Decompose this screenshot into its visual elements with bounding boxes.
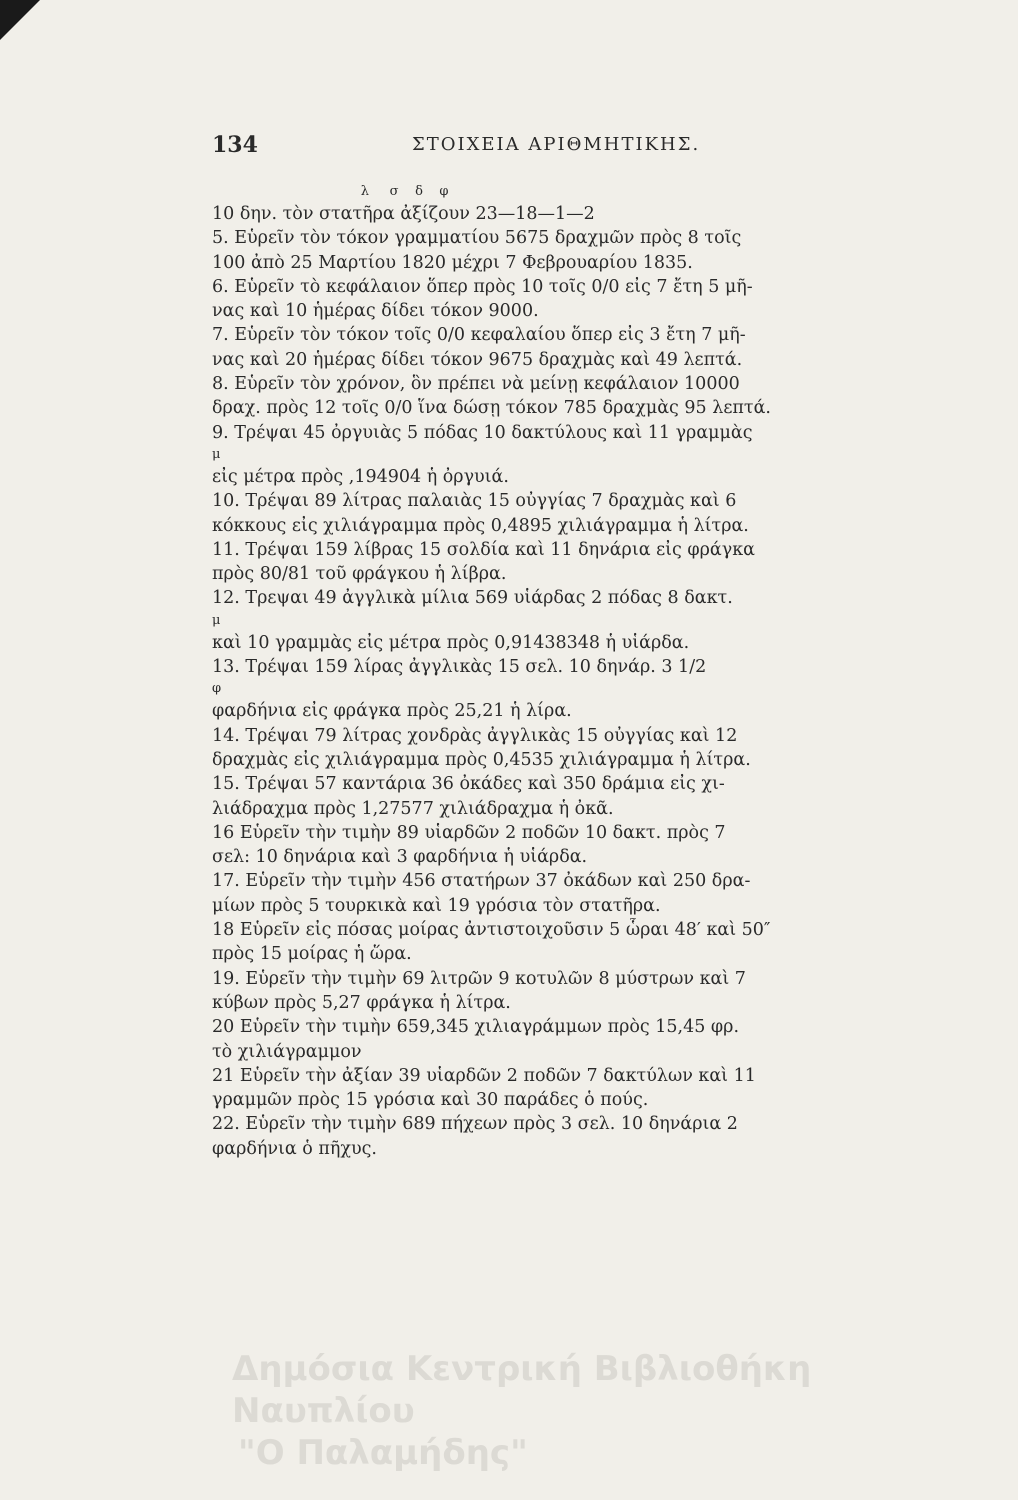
- text-line: 14. Τρέψαι 79 λίτρας χονδρὰς ἀγγλικὰς 15 οὐγγίας καὶ 12: [212, 725, 738, 746]
- text-line: 11. Τρέψαι 159 λίβρας 15 σολδία καὶ 11 δηνάρια εἰς φράγκα: [212, 539, 755, 560]
- text-line: 17. Εὑρεῖν τὴν τιμὴν 456 στατήρων 37 ὀκάδων καὶ 250 δρα-: [212, 871, 751, 892]
- text-line: γραμμῶν πρὸς 15 γρόσια καὶ 30 παράδες ὁ πούς.: [212, 1090, 649, 1111]
- superscript-unit-line: φ: [212, 681, 222, 697]
- exercise-text: [212, 182, 902, 1161]
- superscript-unit-line: μ: [212, 446, 221, 462]
- text-line: 16 Εὑρεῖν τὴν τιμὴν 89 υἱαρδῶν 2 ποδῶν 10 δακτ. πρὸς 7: [212, 822, 726, 843]
- text-line: σελ: 10 δηνάρια καὶ 3 φαρδήνια ἡ υἱάρδα.: [212, 847, 588, 868]
- text-line: 20 Εὑρεῖν τὴν τιμὴν 659,345 χιλιαγράμμων πρὸς 15,45 φρ.: [212, 1017, 740, 1038]
- superscript-unit-line: μ: [212, 612, 221, 628]
- text-line: 7. Εὑρεῖν τὸν τόκον τοῖς 0/0 κεφαλαίου ὅπερ εἰς 3 ἔτη 7 μῆ-: [212, 325, 746, 346]
- text-line: 13. Τρέψαι 159 λίρας ἀγγλικὰς 15 σελ. 10 δηνάρ. 3 1/2: [212, 657, 707, 678]
- text-line: 12. Τρεψαι 49 ἀγγλικὰ μίλια 569 υἱάρδας 2 πόδας 8 δακτ.: [212, 588, 733, 609]
- text-line: καὶ 10 γραμμὰς εἰς μέτρα πρὸς 0,91438348 ἡ υἱάρδα.: [212, 632, 690, 653]
- text-line: τὸ χιλιάγραμμον: [212, 1041, 362, 1062]
- text-line: 10. Τρέψαι 89 λίτρας παλαιὰς 15 οὐγγίας 7 δραχμὰς καὶ 6: [212, 491, 737, 512]
- text-line: φαρδήνια εἰς φράγκα πρὸς 25,21 ἡ λίρα.: [212, 701, 572, 722]
- text-line: νας καὶ 20 ἡμέρας δίδει τόκον 9675 δραχμὰς καὶ 49 λεπτά.: [212, 349, 743, 370]
- text-line: 21 Εὑρεῖν τὴν ἀξίαν 39 υἱαρδῶν 2 ποδῶν 7 δακτύλων καὶ 11: [212, 1065, 756, 1086]
- page-corner-shadow: [0, 0, 40, 40]
- watermark-line-2: "Ο Παλαμήδης": [238, 1433, 528, 1473]
- text-line: 19. Εὑρεῖν τὴν τιμὴν 69 λιτρῶν 9 κοτυλῶν 8 μύστρων καὶ 7: [212, 968, 746, 989]
- running-title: ΣΤΟΙΧΕΙΑ ΑΡΙΘΜΗΤΙΚΗΣ.: [412, 134, 701, 155]
- text-line: 10 δην. τὸν στατῆρα ἀξίζουν 23—18—1—2: [212, 204, 595, 224]
- page-number: 134: [212, 132, 258, 158]
- text-line: 15. Τρέψαι 57 καντάρια 36 ὀκάδες καὶ 350 δράμια εἰς χι-: [212, 774, 725, 795]
- text-line: 5. Εὑρεῖν τὸν τόκον γραμματίου 5675 δραχμῶν πρὸς 8 τοῖς: [212, 228, 742, 249]
- text-line: δραχ. πρὸς 12 τοῖς 0/0 ἵνα δώσῃ τόκον 785 δραχμὰς 95 λεπτά.: [212, 398, 771, 419]
- text-line: εἰς μέτρα πρὸς ,194904 ἡ ὀργυιά.: [212, 466, 509, 487]
- text-line: 18 Εὑρεῖν εἰς πόσας μοίρας ἀντιστοιχοῦσιν 5 ὧραι 48′ καὶ 50″: [212, 920, 771, 941]
- text-line: πρὸς 80/81 τοῦ φράγκου ἡ λίβρα.: [212, 564, 507, 585]
- text-line: 100 ἀπὸ 25 Μαρτίου 1820 μέχρι 7 Φεβρουαρίου 1835.: [212, 252, 693, 273]
- text-line: 6. Εὑρεῖν τὸ κεφάλαιον ὅπερ πρὸς 10 τοῖς 0/0 εἰς 7 ἔτη 5 μῆ-: [212, 276, 753, 297]
- page-header: [212, 132, 902, 162]
- text-line: κύβων πρὸς 5,27 φράγκα ἡ λίτρα.: [212, 992, 511, 1013]
- text-line: 22. Εὑρεῖν τὴν τιμὴν 689 πήχεων πρὸς 3 σελ. 10 δηνάρια 2: [212, 1114, 738, 1135]
- text-line: 8. Εὑρεῖν τὸν χρόνον, ὃν πρέπει νὰ μείνῃ κεφάλαιον 10000: [212, 374, 740, 395]
- superscript-unit-line: λ σ δ φ: [212, 184, 449, 199]
- watermark-line-1: Δημόσια Κεντρική Βιβλιοθήκη Ναυπλίου: [232, 1349, 812, 1431]
- text-line: λιάδραχμα πρὸς 1,27577 χιλιάδραχμα ἡ ὀκᾶ.: [212, 798, 614, 819]
- library-watermark: [232, 1348, 872, 1474]
- text-line: κόκκους εἰς χιλιάγραμμα πρὸς 0,4895 χιλιάγραμμα ἡ λίτρα.: [212, 515, 749, 536]
- text-line: δραχμὰς εἰς χιλιάγραμμα πρὸς 0,4535 χιλιάγραμμα ἡ λίτρα.: [212, 749, 751, 770]
- text-line: μίων πρὸς 5 τουρκικὰ καὶ 19 γρόσια τὸν στατῆρα.: [212, 895, 661, 916]
- text-line: πρὸς 15 μοίρας ἡ ὥρα.: [212, 944, 412, 965]
- text-line: νας καὶ 10 ἡμέρας δίδει τόκον 9000.: [212, 301, 539, 322]
- text-line: 9. Τρέψαι 45 ὀργυιὰς 5 πόδας 10 δακτύλους καὶ 11 γραμμὰς: [212, 422, 753, 443]
- text-line: φαρδήνια ὁ πῆχυς.: [212, 1138, 377, 1159]
